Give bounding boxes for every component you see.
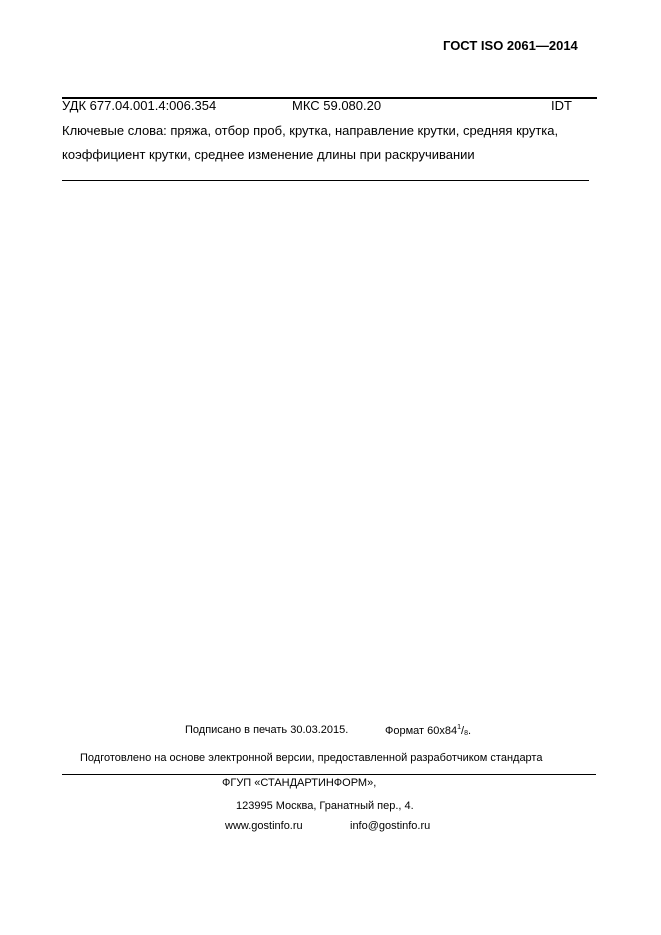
udk-code: УДК 677.04.001.4:006.354 bbox=[62, 98, 217, 113]
idt-marker: IDT bbox=[551, 98, 572, 113]
format-prefix: Формат 60x84 bbox=[385, 725, 458, 737]
prepared-note: Подготовлено на основе электронной версии, предоставленной разработчиком стандарта bbox=[80, 752, 543, 764]
format-denominator: 8 bbox=[464, 730, 468, 737]
print-format: Формат $60x84^1/_8$. bbox=[385, 724, 472, 737]
email-link[interactable]: info@gostinfo.ru bbox=[350, 820, 431, 832]
format-suffix: . bbox=[467, 725, 472, 737]
website-link[interactable]: www.gostinfo.ru bbox=[225, 820, 303, 832]
mks-code: МКС 59.080.20 bbox=[292, 98, 382, 113]
format-numerator: 1 bbox=[457, 724, 462, 731]
keywords-line-2: коэффициент крутки, среднее изменение длины при раскручивании bbox=[62, 147, 475, 162]
publisher-address: 123995 Москва, Гранатный пер., 4. bbox=[236, 800, 414, 812]
standard-code: ГОСТ ISO 2061—2014 bbox=[443, 38, 578, 53]
publisher-name: ФГУП «СТАНДАРТИНФОРМ», bbox=[222, 777, 377, 789]
keywords-divider bbox=[62, 180, 589, 181]
imprint-divider bbox=[62, 774, 596, 775]
signed-date: Подписано в печать 30.03.2015. bbox=[185, 724, 349, 736]
keywords-line-1: Ключевые слова: пряжа, отбор проб, крутка, направление крутки, средняя крутка, bbox=[62, 123, 559, 138]
